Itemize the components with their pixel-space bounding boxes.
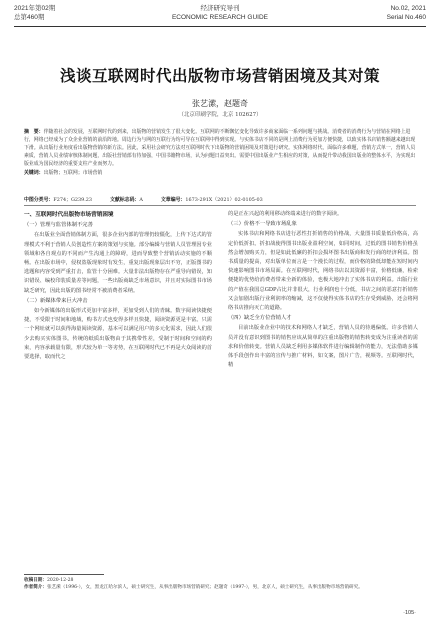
journal-header — [14, 4, 426, 40]
abstract-paragraph — [24, 128, 416, 168]
serial-number-en: Serial No.460 — [386, 14, 426, 21]
body-paragraph: 在出版业全面营销体制方面，很多企业内部的管理仍较僵化，上传下达式的管理模式不利于营销人员创造性方案的策划与实施。部分编辑与营销人员管理因专业领域和各自观点的不同而产生沟通上的障碍，进而导致整个营销活动实施的不顺畅。在出版市场中，侵权盗版现象时有发生，重复出版现象层出不穷，正版图书的选题和内容受到严重打击，监管十分困难。大量非法出版物存在严重导向错误，知识错误、编校印装质量差等问题，一些出版商缺乏市场意识，并且对实际图书市场缺乏研究，因此出版的图书经常不被消费者采纳。 — [24, 232, 212, 294]
body-paragraph: 目前出版业企业中的技术和网络人才缺乏，营销人员的待遇偏低。许多营销人员并没有意识到图书的销售应该从简单的注重出版物的销售转变成为注重读者的需求和价值转变。营销人员缺乏利用多媒体软件进行编辑制作的能力，无法借助多媒体手段创作出丰富的宣传与推广材料，如文案，图片广告，视频等。互联网时代，精 — [228, 325, 418, 369]
doc-code-value: A — [139, 197, 143, 203]
body-paragraph: 实体书店和网络书店进行恶性打折销售的价格战，大量图书质量低价格高，高定价低折扣。折扣战使得图书出版业盈利空间，如同时间，过低的图书销售价格虽然会增加购买力，但是如此低廉的折扣会损坏图书出版商和发行商的经济利益。图书质量的提高，对出版单位而言是一个漫长的过程，而价格的降低却能在短时间内快速影响图书市场局面。在互联网时代，网络书店以其资源丰富，价格低廉，检索便捷的优势给消费者带来全新的体验，也极大地冲击了实体书店的利益。出版行业的产值在我国总GDP占比并非很大，行业利润也十分低，书店之间的恶意打折销售又会加剧出版行业利润率的缩减，这不仅使得实体书店的生存受到威胁，还会将网络书店推向灭亡的道路。 — [228, 231, 418, 312]
issue-info-en — [387, 4, 426, 22]
abstract-text: 伴随着社会的发展，互联网时代的到来，出版物的营销发生了很大变化。互联网的不断飘忆变化导致许多商家面临一系列问题与挑战。消费者的消费行为与营销在网络上进行，网络已经成为了众企业营销的前沿阵地。周边行为与网的互联行为均可导在互联网中得到实现。与实体书店不同的是网上消费行为更加方便快捷，以致实体书店销售额越来越出现下滑。从出版行业角度看出版物营销的新方法。因此，采用社会研究方法对互联网时代下出版物的营销困境及对策进行研究。实体网络时代，面临许多难题，营销方式单一，营销人员素质，营销人员业绩审核体制问题，出版社营销部有待加强，中国书籍物市场，认为问题日益突出。需要中国出版业产生相应的对策，从而提升带动我国出版业的整体水平，为实现出版业成为国民经济的重要支柱产业而努力。 — [24, 129, 416, 168]
subsection-heading: （四）缺乏全方位营销人才 — [228, 315, 292, 322]
article-no-value: 1673-291X（2021）02-0105-03 — [185, 197, 263, 203]
clc-value: F274；G239.23 — [53, 197, 92, 203]
right-column — [228, 210, 418, 370]
article-title: 浅谈互联网时代出版物市场营销困境及其对策 — [59, 66, 380, 85]
page-number: ·105· — [403, 610, 416, 616]
keywords-line — [24, 169, 416, 177]
keywords-label: 关键词： — [24, 170, 44, 177]
section-heading: 一、互联网时代出版物市场营销困境 — [24, 212, 114, 218]
author-bio-line — [24, 584, 416, 591]
left-column — [24, 210, 212, 362]
received-date-line — [24, 577, 416, 584]
issue-number: 2021年第02期 — [14, 5, 56, 12]
doc-code-label: 文献标志码： — [110, 197, 140, 203]
journal-name-cn: 经济研究导刊 — [200, 5, 240, 12]
received-date: 2020-12-28 — [46, 578, 74, 583]
footnotes — [24, 577, 416, 591]
subsection-heading: （三）价格不一导致市场乱象 — [228, 221, 297, 228]
abstract-divider — [24, 205, 416, 206]
journal-name — [14, 4, 426, 22]
abstract-section — [24, 128, 416, 178]
serial-number-cn: 总第460期 — [14, 14, 45, 21]
article-authors: 张艺潆，赵题奇 — [192, 99, 248, 108]
clc-field — [24, 196, 92, 203]
footnote-divider — [24, 574, 104, 575]
abstract-label: 摘 要： — [24, 129, 44, 135]
keywords-text: 出版物；互联网；市场营销 — [43, 170, 103, 177]
body-paragraph: 如今新媒体的出版形式更加丰富多样，更加受到人们的青睐。数字阅读快捷便捷，不受限于时间和地域，购书方式也变得多样且快捷，阅读资源更是丰富。只需一个网址就可以获得海量阅读资源，基本可以满足用户的多元化需求，因此人们很少去购买实体图书。传统的纸质出版物由于其携带性差，受制于时间和空间的约束，内容承载量有限，形式较为单一等劣势，在互联网时代已不再是大众阅读的首要选择，取而代之 — [24, 308, 212, 361]
doc-code-field — [110, 196, 143, 203]
classification-line — [24, 196, 416, 203]
received-label: 收稿日期： — [24, 578, 47, 583]
subsection-heading: （一）管理与监管体制不完善 — [24, 222, 93, 229]
clc-label: 中图分类号： — [24, 197, 54, 203]
subsection-heading: （二）新媒体带来巨大冲击 — [24, 297, 88, 304]
article-no-field — [161, 196, 263, 203]
journal-name-en: ECONOMIC RESEARCH GUIDE — [171, 14, 269, 21]
article-no-label: 文章编号： — [160, 197, 186, 203]
bio-label: 作者简介： — [24, 585, 47, 590]
author-affiliation: （北京印刷学院，北京 102627） — [178, 112, 262, 118]
author-bio: 张艺潆（1996-），女，黑龙江哈尔滨人，硕士研究生，从事出版物市场营销研究；赵题奇（1997-），男，北京人，硕士研究生，从事出版物市场营销研究。 — [46, 585, 363, 590]
body-paragraph: 的是正在兴起的利用移动终端来进行的数字阅读。 — [228, 211, 343, 217]
header-divider — [14, 26, 426, 27]
issue-number-en: No.02, 2021 — [390, 5, 426, 12]
